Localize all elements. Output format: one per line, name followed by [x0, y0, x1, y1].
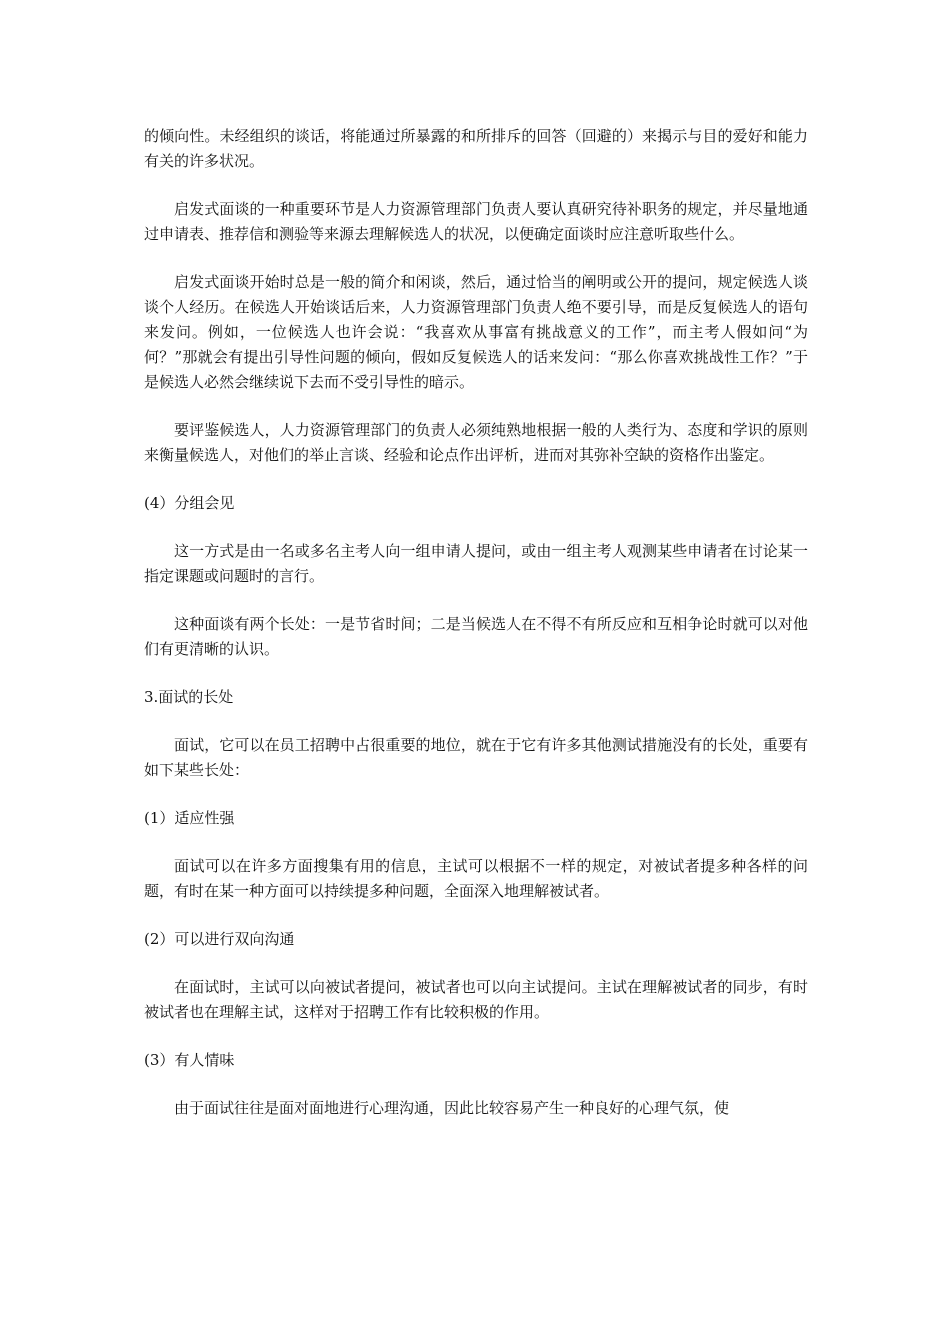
paragraph-heuristic-interview-preparation: 启发式面谈的一种重要环节是人力资源管理部门负责人要认真研究待补职务的规定，并尽量地通过申请表、推荐信和测验等来源去理解候选人的状况，以便确定面谈时应注意听取些什么。: [144, 200, 808, 243]
document-body: [144, 124, 808, 1144]
paragraph-adaptability: 面试可以在许多方面搜集有用的信息，主试可以根据不一样的规定，对被试者提多种各样的问题，有时在某一种方面可以持续提多种问题，全面深入地理解被试者。: [144, 857, 808, 900]
section-heading-two-way-communication: (2）可以进行双向沟通: [144, 930, 295, 948]
paragraph-heuristic-interview-process: 启发式面谈开始时总是一般的简介和闲谈，然后，通过恰当的阐明或公开的提问，规定候选人谈谈个人经历。在候选人开始谈话后来，人力资源管理部门负责人绝不要引导，而是反复候选人的语句来发问。例如，一位候选人也许会说：“我喜欢从事富有挑战意义的工作”，而主考人假如问“为何？”那就会有提出引导性问题的倾向，假如反复候选人的话来发问：“那么你喜欢挑战性工作？”于是候选人必然会继续说下去而不受引导性的暗示。: [144, 273, 808, 391]
section-heading-interview-advantages: 3.面试的长处: [144, 688, 234, 706]
paragraph-continuation: 的倾向性。未经组织的谈话，将能通过所暴露的和所排斥的回答（回避的）来揭示与目的爱好和能力有关的许多状况。: [144, 127, 808, 170]
section-heading-human-touch: (3）有人情味: [144, 1051, 235, 1069]
paragraph-interview-importance: 面试，它可以在员工招聘中占很重要的地位，就在于它有许多其他测试措施没有的长处，重要有如下某些长处：: [144, 736, 808, 779]
section-heading-group-meeting: (4）分组会见: [144, 494, 235, 512]
paragraph-group-meeting-method: 这一方式是由一名或多名主考人向一组申请人提问，或由一组主考人观测某些申请者在讨论某一指定课题或问题时的言行。: [144, 542, 808, 585]
paragraph-human-touch: 由于面试往往是面对面地进行心理沟通，因此比较容易产生一种良好的心理气氛，使: [174, 1099, 730, 1117]
paragraph-candidate-evaluation: 要评鉴候选人，人力资源管理部门的负责人必须纯熟地根据一般的人类行为、态度和学识的原则来衡量候选人，对他们的举止言谈、经验和论点作出评析，进而对其弥补空缺的资格作出鉴定。: [144, 421, 808, 464]
paragraph-two-way-communication: 在面试时，主试可以向被试者提问，被试者也可以向主试提问。主试在理解被试者的同步，有时被试者也在理解主试，这样对于招聘工作有比较积极的作用。: [144, 978, 808, 1021]
paragraph-group-meeting-advantages: 这种面谈有两个长处：一是节省时间；二是当候选人在不得不有所反应和互相争论时就可以对他们有更清晰的认识。: [144, 615, 808, 658]
section-heading-adaptability: (1）适应性强: [144, 809, 235, 827]
